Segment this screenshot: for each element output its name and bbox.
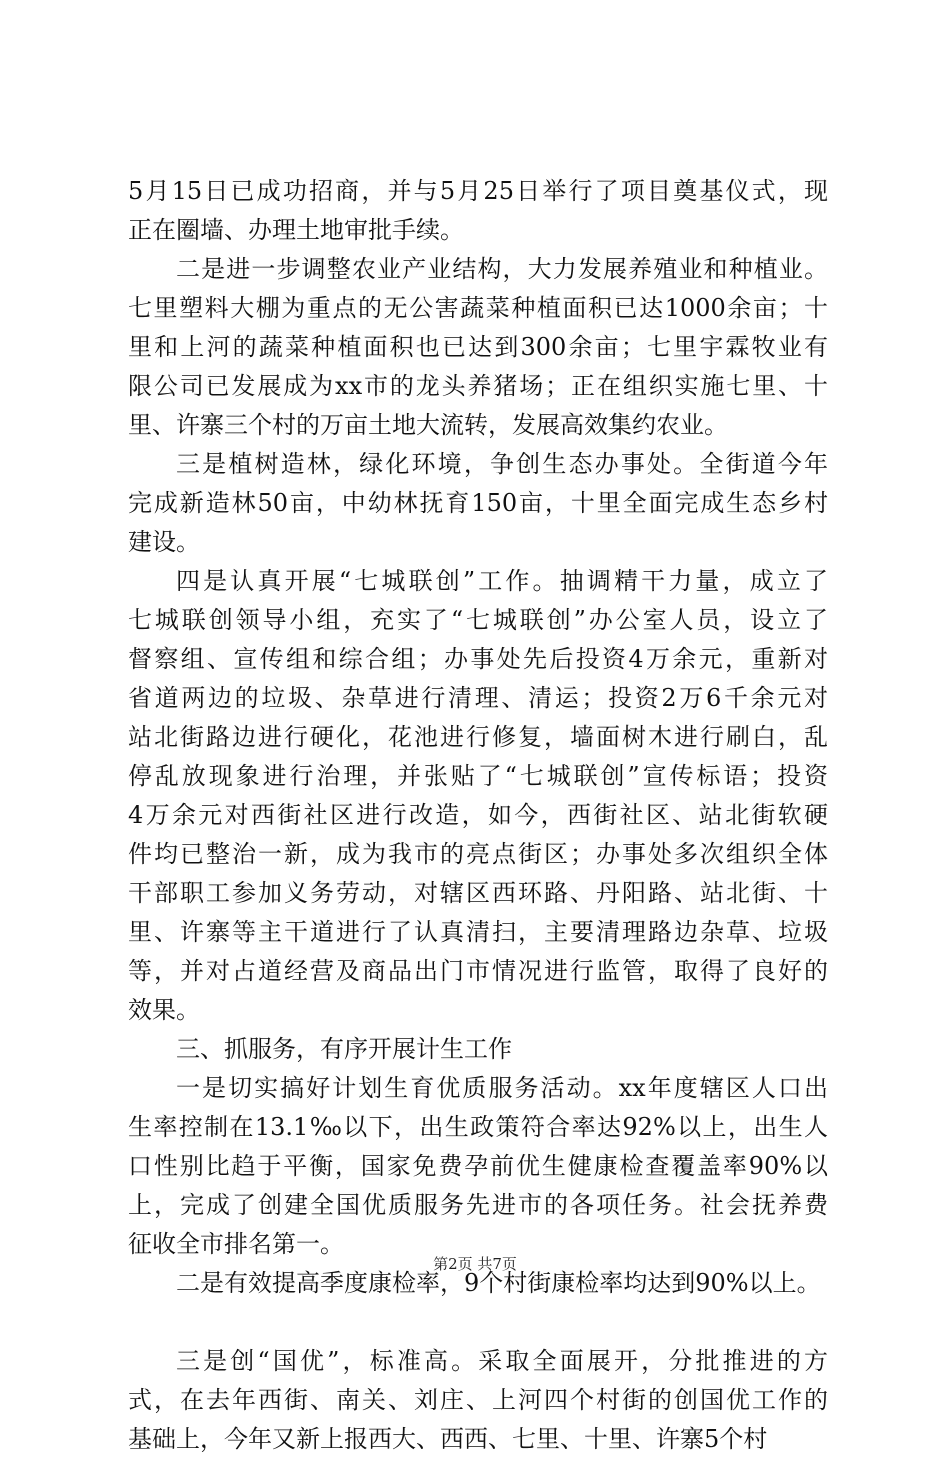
text-line: 七里塑料大棚为重点的无公害蔬菜种植面积已达1000余亩；十 bbox=[128, 294, 828, 322]
text-line: 二是进一步调整农业产业结构，大力发展养殖业和种植业。 bbox=[176, 255, 828, 283]
text-line: 完成新造林50亩，中幼林抚育150亩，十里全面完成生态乡村 bbox=[128, 489, 828, 517]
text-line: 里和上河的蔬菜种植面积也已达到300余亩；七里宇霖牧业有 bbox=[128, 333, 828, 361]
text-line: 停乱放现象进行治理，并张贴了“七城联创”宣传标语；投资 bbox=[128, 762, 828, 790]
text-line: 三是植树造林，绿化环境，争创生态办事处。全街道今年 bbox=[176, 450, 828, 478]
paragraph bbox=[128, 250, 828, 445]
text-line: 征收全市排名第一。 bbox=[128, 1230, 344, 1258]
text-line: 一是切实搞好计划生育优质服务活动。xx年度辖区人口出 bbox=[176, 1074, 828, 1102]
text-line: 七城联创领导小组，充实了“七城联创”办公室人员，设立了 bbox=[128, 606, 828, 634]
text-line: 省道两边的垃圾、杂草进行清理、清运；投资2万6千余元对 bbox=[128, 684, 828, 712]
text-line: 件均已整治一新，成为我市的亮点街区；办事处多次组织全体 bbox=[128, 840, 828, 868]
text-line: 基础上，今年又新上报西大、西西、七里、十里、许寨5个村 bbox=[128, 1425, 768, 1453]
text-line: 干部职工参加义务劳动，对辖区西环路、丹阳路、站北街、十 bbox=[128, 879, 828, 907]
text-line: 式，在去年西街、南关、刘庄、上河四个村街的创国优工作的 bbox=[128, 1386, 828, 1414]
page-footer: 第2页 共7页 bbox=[433, 1255, 517, 1273]
text-line: 建设。 bbox=[128, 528, 200, 556]
text-line: 四是认真开展“七城联创”工作。抽调精干力量，成立了 bbox=[176, 567, 828, 595]
paragraph bbox=[128, 1069, 828, 1264]
text-line: 限公司已发展成为xx市的龙头养猪场；正在组织实施七里、十 bbox=[128, 372, 828, 400]
text-line: 上，完成了创建全国优质服务先进市的各项任务。社会抚养费 bbox=[128, 1191, 828, 1219]
paragraph bbox=[128, 1342, 828, 1459]
text-line: 4万余元对西街社区进行改造，如今，西街社区、站北街软硬 bbox=[128, 801, 828, 829]
text-line: 里、许寨三个村的万亩土地大流转，发展高效集约农业。 bbox=[128, 411, 728, 439]
text-line: 站北街路边进行硬化，花池进行修复，墙面树木进行刷白，乱 bbox=[128, 723, 828, 751]
text-line: 效果。 bbox=[128, 996, 200, 1024]
paragraph bbox=[128, 1030, 828, 1069]
paragraph bbox=[128, 445, 828, 562]
text-line: 里、许寨等主干道进行了认真清扫，主要清理路边杂草、垃圾 bbox=[128, 918, 828, 946]
text-line: 5月15日已成功招商，并与5月25日举行了项目奠基仪式，现 bbox=[128, 177, 828, 205]
text-line: 口性别比趋于平衡，国家免费孕前优生健康检查覆盖率90%以 bbox=[128, 1152, 828, 1180]
text-line: 三是创“国优”，标准高。采取全面展开，分批推进的方 bbox=[176, 1347, 828, 1375]
text-line: 二是有效提高季度康检率，9个村街康检率均达到90%以上。 bbox=[176, 1269, 821, 1297]
paragraph bbox=[128, 562, 828, 1030]
text-line: 生率控制在13.1‰以下，出生政策符合率达92%以上，出生人 bbox=[128, 1113, 828, 1141]
text-line: 三、抓服务，有序开展计生工作 bbox=[176, 1035, 512, 1063]
paragraph bbox=[128, 1303, 828, 1342]
text-line: 等，并对占道经营及商品出门市情况进行监管，取得了良好的 bbox=[128, 957, 828, 985]
paragraph bbox=[128, 172, 828, 250]
text-line: 督察组、宣传组和综合组；办事处先后投资4万余元，重新对 bbox=[128, 645, 828, 673]
text-line bbox=[128, 1303, 828, 1342]
text-line: 正在圈墙、办理土地审批手续。 bbox=[128, 216, 464, 244]
